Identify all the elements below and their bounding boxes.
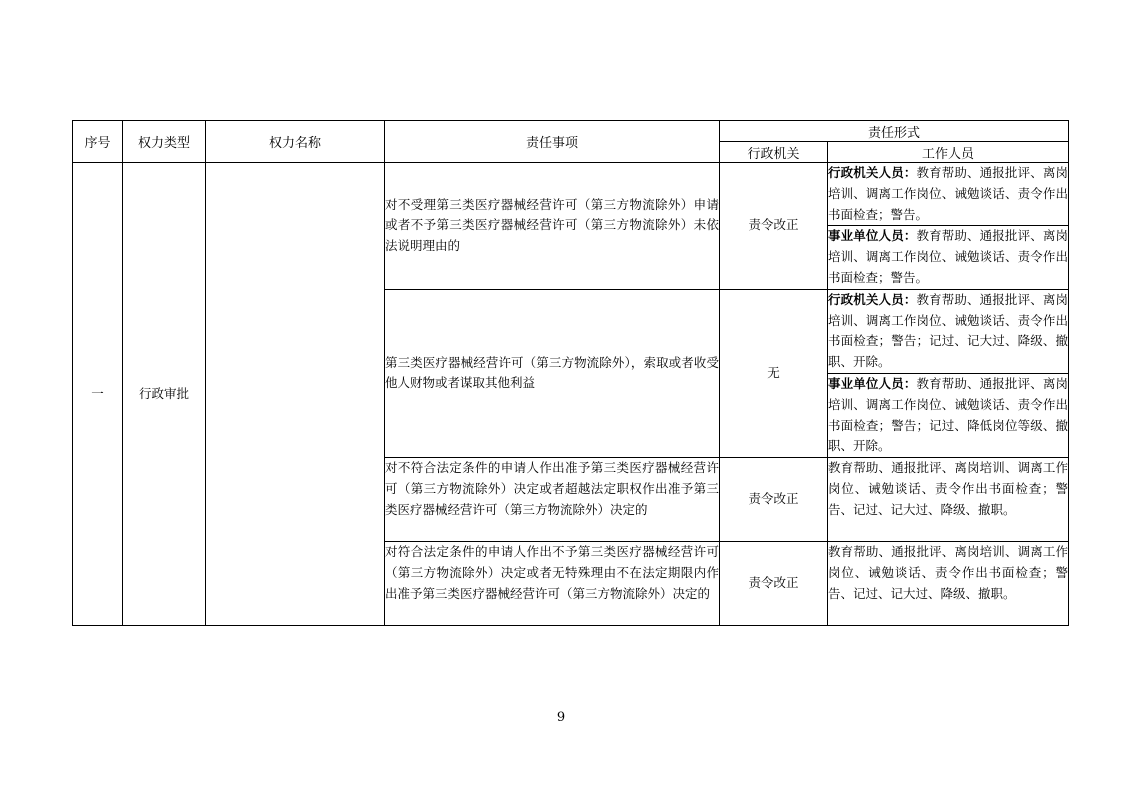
cell-staff: 教育帮助、通报批评、离岗培训、调离工作岗位、诫勉谈话、责令作出书面检查；警告、记过、记大过、降级、撤职。 xyxy=(828,542,1069,626)
cell-agency-form: 责令改正 xyxy=(720,163,828,290)
cell-staff-institution xyxy=(828,373,1069,457)
table-row xyxy=(73,163,1069,226)
header-power-name: 权力名称 xyxy=(206,121,385,163)
duty-table xyxy=(72,120,1069,626)
cell-duty-item: 对不受理第三类医疗器械经营许可（第三方物流除外）申请或者不予第三类医疗器械经营许可（第三方物流除外）未依法说明理由的 xyxy=(385,163,720,290)
staff-label: 行政机关人员： xyxy=(828,291,917,307)
cell-staff-institution xyxy=(828,226,1069,289)
header-agency: 行政机关 xyxy=(720,142,828,163)
cell-staff-admin xyxy=(828,163,1069,226)
cell-duty-item: 第三类医疗器械经营许可（第三方物流除外），索取或者收受他人财物或者谋取其他利益 xyxy=(385,289,720,457)
staff-text: 教育帮助、通报批评、离岗培训、调离工作岗位、诫勉谈话、责令作出书面检查；警告。 xyxy=(828,228,1069,285)
header-seq: 序号 xyxy=(73,121,123,163)
cell-staff-admin xyxy=(828,289,1069,373)
header-staff: 工作人员 xyxy=(828,142,1069,163)
staff-label: 事业单位人员： xyxy=(828,375,917,391)
cell-agency-form: 责令改正 xyxy=(720,458,828,542)
staff-label: 行政机关人员： xyxy=(828,165,917,180)
cell-power-type: 行政审批 xyxy=(123,163,206,626)
cell-agency-form: 责令改正 xyxy=(720,542,828,626)
staff-text: 教育帮助、通报批评、离岗培训、调离工作岗位、诫勉谈话、责令作出书面检查；警告；记过、记大过、降级、撤职、开除。 xyxy=(828,291,1069,370)
cell-agency-form: 无 xyxy=(720,289,828,457)
cell-seq: 一 xyxy=(73,163,123,626)
cell-power-name xyxy=(206,163,385,626)
staff-text: 教育帮助、通报批评、离岗培训、调离工作岗位、诫勉谈话、责令作出书面检查；警告。 xyxy=(828,165,1069,222)
header-duty-form: 责任形式 xyxy=(720,121,1069,142)
header-power-type: 权力类型 xyxy=(123,121,206,163)
staff-text: 教育帮助、通报批评、离岗培训、调离工作岗位、诫勉谈话、责令作出书面检查；警告；记过、降低岗位等级、撤职、开除。 xyxy=(828,375,1069,454)
cell-duty-item: 对不符合法定条件的申请人作出准予第三类医疗器械经营许可（第三方物流除外）决定或者超越法定职权作出准予第三类医疗器械经营许可（第三方物流除外）决定的 xyxy=(385,458,720,542)
header-duty-item: 责任事项 xyxy=(385,121,720,163)
staff-label: 事业单位人员： xyxy=(828,228,917,244)
cell-duty-item: 对符合法定条件的申请人作出不予第三类医疗器械经营许可（第三方物流除外）决定或者无特殊理由不在法定期限内作出准予第三类医疗器械经营许可（第三方物流除外）决定的 xyxy=(385,542,720,626)
cell-staff: 教育帮助、通报批评、离岗培训、调离工作岗位、诫勉谈话、责令作出书面检查；警告、记过、记大过、降级、撤职。 xyxy=(828,458,1069,542)
page-number: 9 xyxy=(556,710,566,725)
